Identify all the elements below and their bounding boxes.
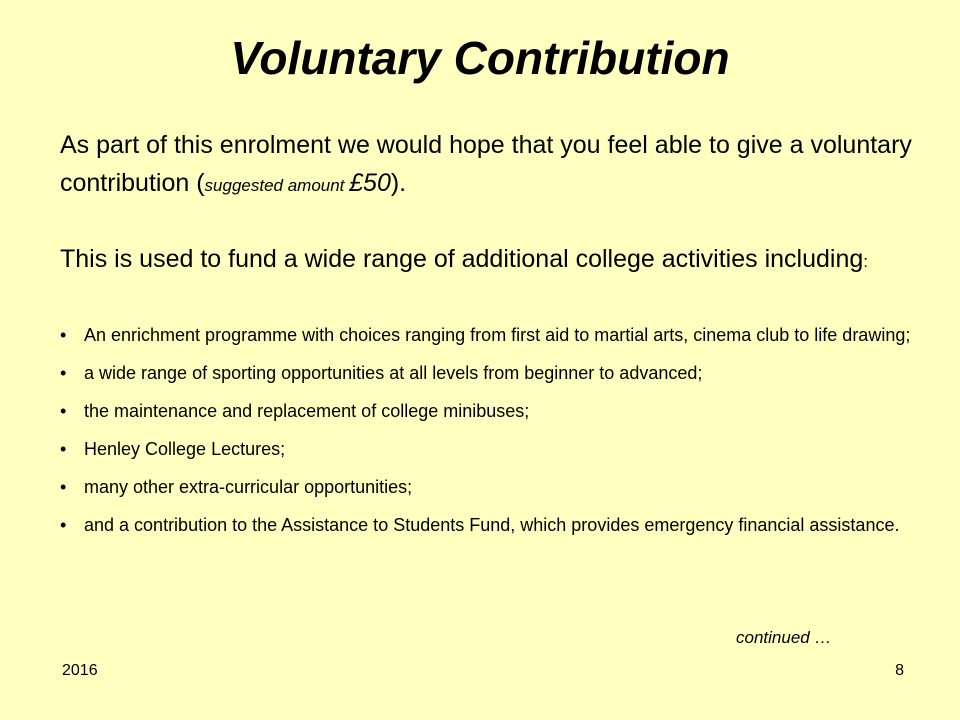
page-number: 8	[895, 662, 904, 679]
list-item	[60, 512, 920, 538]
continued-note: continued …	[736, 628, 832, 647]
suggested-amount-value: £50	[349, 169, 391, 197]
list-item	[60, 436, 920, 462]
lead-paragraph	[60, 240, 920, 281]
bullet-icon: •	[60, 477, 67, 497]
activities-list	[60, 322, 920, 550]
list-item-text: a wide range of sporting opportunities at all levels from beginner to advanced;	[84, 363, 703, 383]
list-item-text: An enrichment programme with choices ranging from first aid to martial arts, cinema club to life drawing;	[84, 325, 911, 345]
bullet-icon: •	[60, 439, 67, 459]
list-item	[60, 322, 920, 348]
intro-text: As part of this enrolment we would hope that you feel able to give a voluntary contribution (	[60, 131, 912, 197]
list-item	[60, 474, 920, 500]
intro-paragraph	[60, 126, 920, 205]
list-item	[60, 398, 920, 424]
list-item-text: the maintenance and replacement of college minibuses;	[84, 401, 530, 421]
suggested-amount-label: suggested amount	[204, 176, 350, 195]
bullet-icon: •	[60, 515, 67, 535]
list-item	[60, 360, 920, 386]
slide-title: Voluntary Contribution	[230, 32, 730, 84]
intro-end: ).	[390, 169, 407, 197]
lead-text: This is used to fund a wide range of additional college activities including	[60, 245, 864, 273]
bullet-icon: •	[60, 325, 67, 345]
list-item-text: Henley College Lectures;	[84, 439, 286, 459]
lead-colon: :	[863, 252, 868, 271]
bullet-icon: •	[60, 363, 67, 383]
list-item-text: many other extra-curricular opportunities;	[84, 477, 413, 497]
bullet-icon: •	[60, 401, 67, 421]
list-item-text: and a contribution to the Assistance to Students Fund, which provides emergency financial assistance.	[84, 515, 900, 535]
footer-year: 2016	[62, 662, 98, 679]
